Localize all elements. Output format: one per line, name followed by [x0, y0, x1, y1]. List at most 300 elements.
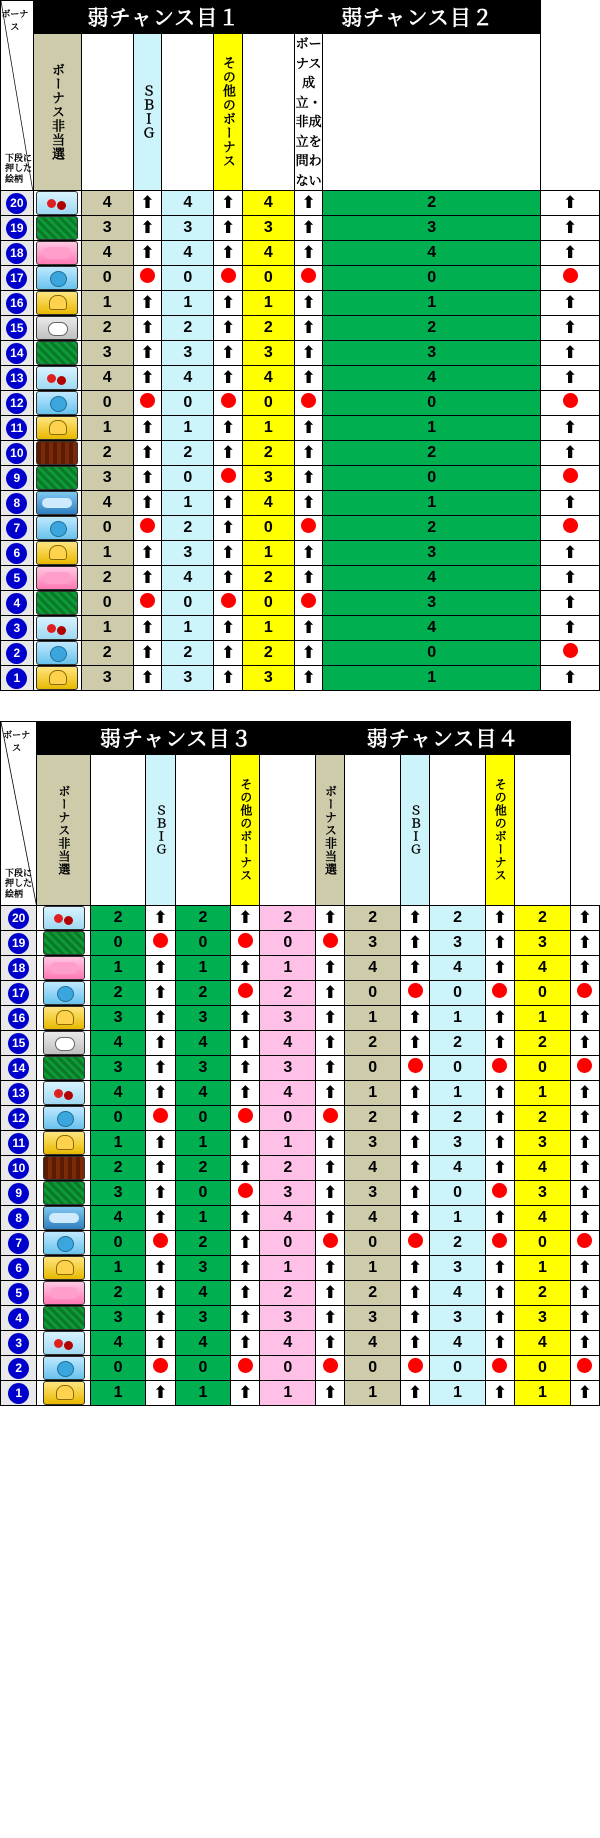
cell-no-bonus-4: 4: [345, 1331, 401, 1356]
cell-other-bonus: 4: [242, 191, 294, 216]
cell-other-bonus-3: 0: [260, 1231, 316, 1256]
cell-no-bonus-4: 2: [345, 1031, 401, 1056]
cell-other-bonus-4: 3: [515, 931, 571, 956]
arrow-up-icon: ⬆: [577, 1207, 593, 1227]
row-index: 10: [1, 1156, 37, 1181]
cell-other-bonus: 0: [242, 591, 294, 616]
arrow-up-icon: ⬆: [220, 617, 236, 637]
cell-no-bonus: 0: [81, 391, 133, 416]
cell-other-bonus: 1: [242, 541, 294, 566]
cell-no-bonus-4: 3: [345, 1131, 401, 1156]
cell-sbig-3: 2: [175, 1231, 231, 1256]
symbol-green-icon: [43, 1181, 85, 1205]
arrow-up-icon: ⬆: [153, 1307, 168, 1327]
mark-cell-other-bonus-4: [570, 906, 599, 931]
mark-other-bonus: [295, 566, 323, 591]
mark-cell-other-bonus-4: [570, 1356, 599, 1381]
arrow-up-icon: ⬆: [323, 1332, 338, 1352]
cell-sbig-3: 0: [175, 931, 231, 956]
cell-other-bonus-4: 4: [515, 1331, 571, 1356]
mark-cell-other-bonus-3: [316, 1281, 345, 1306]
row-index: 1: [1, 1381, 37, 1406]
cell-no-bonus-4: 3: [345, 931, 401, 956]
row-index: 8: [1, 1206, 37, 1231]
mark-any-bonus: [541, 466, 600, 491]
mark-cell-no-bonus-4: [401, 1131, 430, 1156]
arrow-up-icon: ⬆: [577, 1132, 593, 1152]
row-symbol: [33, 541, 81, 566]
red-dot-icon: [492, 1358, 507, 1373]
mark-cell-no-bonus-4: [401, 1206, 430, 1231]
arrow-up-icon: ⬆: [577, 1282, 593, 1302]
mark-cell-sbig-3: [231, 1006, 260, 1031]
arrow-up-icon: ⬆: [140, 192, 155, 212]
mark-cell-other-bonus-3: [316, 1031, 345, 1056]
mark-any-bonus: [541, 566, 600, 591]
mark-no-bonus: [133, 591, 161, 616]
row-index: 12: [1, 1106, 37, 1131]
mark-cell-other-bonus-3: [316, 1256, 345, 1281]
arrow-up-icon: ⬆: [140, 342, 155, 362]
mark-cell-sbig-3: [231, 1256, 260, 1281]
table-row: [1, 641, 600, 666]
row-index: 19: [1, 931, 37, 956]
header-spacer-d: [345, 755, 401, 906]
cell-sbig: 3: [162, 666, 214, 691]
cell-sbig: 4: [162, 191, 214, 216]
row-index: 7: [1, 1231, 37, 1256]
symbol-green-icon: [43, 1056, 85, 1080]
cell-sbig: 2: [162, 641, 214, 666]
row-symbol: [33, 316, 81, 341]
arrow-up-icon: ⬆: [153, 1082, 168, 1102]
cell-no-bonus-3: 1: [90, 956, 146, 981]
red-dot-icon: [323, 1108, 338, 1123]
row-index: 17: [1, 266, 34, 291]
mark-cell-other-bonus-4: [570, 1206, 599, 1231]
arrow-up-icon: ⬆: [301, 342, 316, 362]
mark-cell-no-bonus-3: [146, 956, 175, 981]
mark-cell-no-bonus-4: [401, 906, 430, 931]
cell-no-bonus-3: 0: [90, 931, 146, 956]
red-dot-icon: [238, 1358, 253, 1373]
mark-cell-other-bonus-4: [570, 1056, 599, 1081]
table-row: [1, 416, 600, 441]
mark-sbig: [214, 391, 242, 416]
arrow-up-icon: ⬆: [562, 492, 578, 512]
mark-cell-sbig-4: [485, 1156, 514, 1181]
symbol-cherry-icon: [36, 616, 78, 640]
cell-sbig-3: 2: [175, 1156, 231, 1181]
mark-sbig: [214, 366, 242, 391]
row-index: 6: [1, 1256, 37, 1281]
cell-other-bonus-4: 0: [515, 1056, 571, 1081]
arrow-up-icon: ⬆: [153, 1207, 168, 1227]
cell-no-bonus-3: 2: [90, 906, 146, 931]
symbol-cherry-icon: [36, 191, 78, 215]
symbol-cherry-icon: [43, 1331, 85, 1355]
row-symbol: [37, 1206, 90, 1231]
mark-cell-sbig-4: [485, 1056, 514, 1081]
arrow-up-icon: ⬆: [492, 1032, 508, 1052]
cell-no-bonus-3: 0: [90, 1356, 146, 1381]
row-symbol: [37, 1256, 90, 1281]
cell-other-bonus-3: 4: [260, 1206, 316, 1231]
red-dot-icon: [221, 593, 236, 608]
arrow-up-icon: ⬆: [238, 1207, 253, 1227]
mark-cell-sbig-3: [231, 1031, 260, 1056]
mark-sbig: [214, 266, 242, 291]
arrow-up-icon: ⬆: [220, 667, 236, 687]
mark-no-bonus: [133, 316, 161, 341]
red-dot-icon: [301, 393, 316, 408]
table-row: [1, 1231, 600, 1256]
cell-other-bonus: 0: [242, 391, 294, 416]
cell-other-bonus-4: 2: [515, 906, 571, 931]
red-dot-icon: [238, 1108, 253, 1123]
mark-no-bonus: [133, 616, 161, 641]
mark-cell-no-bonus-4: [401, 1081, 430, 1106]
red-dot-icon: [408, 1233, 423, 1248]
cell-any-bonus: 1: [323, 666, 541, 691]
header-spacer-b: [175, 755, 231, 906]
cell-no-bonus-4: 4: [345, 1206, 401, 1231]
cell-other-bonus-3: 3: [260, 1006, 316, 1031]
cell-other-bonus-4: 4: [515, 1206, 571, 1231]
red-dot-icon: [153, 1233, 168, 1248]
cell-sbig: 2: [162, 316, 214, 341]
table-row: [1, 391, 600, 416]
table-row: [1, 1356, 600, 1381]
arrow-up-icon: ⬆: [492, 1382, 508, 1402]
mark-cell-sbig-4: [485, 931, 514, 956]
arrow-up-icon: ⬆: [577, 1082, 593, 1102]
mark-sbig: [214, 291, 242, 316]
row-symbol: [33, 666, 81, 691]
row-symbol: [37, 1231, 90, 1256]
arrow-up-icon: ⬆: [562, 442, 578, 462]
row-index: 5: [1, 566, 34, 591]
arrow-up-icon: ⬆: [140, 567, 155, 587]
arrow-up-icon: ⬆: [492, 1157, 508, 1177]
cell-other-bonus-4: 3: [515, 1306, 571, 1331]
cell-no-bonus: 4: [81, 191, 133, 216]
header-sbig: ＳＢＩＧ: [133, 34, 161, 191]
table-row: [1, 366, 600, 391]
red-dot-icon: [577, 1233, 592, 1248]
cell-no-bonus-4: 4: [345, 1156, 401, 1181]
row-index: 12: [1, 391, 34, 416]
cell-sbig: 3: [162, 216, 214, 241]
arrow-up-icon: ⬆: [238, 1307, 253, 1327]
cell-sbig-3: 3: [175, 1006, 231, 1031]
arrow-up-icon: ⬆: [562, 667, 578, 687]
mark-cell-other-bonus-3: [316, 1331, 345, 1356]
mark-any-bonus: [541, 391, 600, 416]
mark-no-bonus: [133, 191, 161, 216]
header-no-bonus-4: ボーナス非当選: [316, 755, 345, 906]
arrow-up-icon: ⬆: [492, 1332, 508, 1352]
chance-table-1: [0, 0, 600, 691]
row-index: 1: [1, 666, 34, 691]
arrow-up-icon: ⬆: [301, 417, 316, 437]
arrow-up-icon: ⬆: [220, 367, 236, 387]
red-dot-icon: [563, 268, 578, 283]
row-symbol: [33, 566, 81, 591]
cell-other-bonus-4: 0: [515, 1356, 571, 1381]
cell-any-bonus: 4: [323, 366, 541, 391]
mark-other-bonus: [295, 316, 323, 341]
arrow-up-icon: ⬆: [220, 492, 236, 512]
arrow-up-icon: ⬆: [407, 1182, 423, 1202]
cell-no-bonus-3: 3: [90, 1181, 146, 1206]
cell-sbig-3: 1: [175, 1131, 231, 1156]
cell-no-bonus: 3: [81, 666, 133, 691]
row-symbol: [33, 216, 81, 241]
table-row: [1, 466, 600, 491]
arrow-up-icon: ⬆: [323, 1282, 338, 1302]
cell-other-bonus: 3: [242, 666, 294, 691]
red-dot-icon: [563, 393, 578, 408]
cell-any-bonus: 0: [323, 466, 541, 491]
arrow-up-icon: ⬆: [220, 317, 236, 337]
mark-cell-sbig-3: [231, 1181, 260, 1206]
arrow-up-icon: ⬆: [238, 1007, 253, 1027]
table-row: [1, 1006, 600, 1031]
arrow-up-icon: ⬆: [153, 1382, 168, 1402]
red-dot-icon: [301, 268, 316, 283]
table-row: [1, 616, 600, 641]
row-index: 6: [1, 541, 34, 566]
arrow-up-icon: ⬆: [238, 1257, 253, 1277]
cell-no-bonus: 1: [81, 541, 133, 566]
arrow-up-icon: ⬆: [577, 907, 593, 927]
cell-no-bonus-4: 0: [345, 1356, 401, 1381]
arrow-up-icon: ⬆: [577, 1157, 593, 1177]
cell-no-bonus: 4: [81, 366, 133, 391]
mark-cell-sbig-3: [231, 1331, 260, 1356]
cell-sbig-3: 2: [175, 981, 231, 1006]
arrow-up-icon: ⬆: [140, 467, 155, 487]
arrow-up-icon: ⬆: [562, 242, 578, 262]
arrow-up-icon: ⬆: [301, 642, 316, 662]
mark-cell-other-bonus-3: [316, 931, 345, 956]
arrow-up-icon: ⬆: [562, 342, 578, 362]
cell-other-bonus-3: 2: [260, 1156, 316, 1181]
mark-other-bonus: [295, 516, 323, 541]
table-row: [1, 216, 600, 241]
mark-cell-other-bonus-4: [570, 981, 599, 1006]
mark-cell-other-bonus-3: [316, 1131, 345, 1156]
arrow-up-icon: ⬆: [407, 1207, 423, 1227]
cell-sbig: 0: [162, 591, 214, 616]
red-dot-icon: [492, 1058, 507, 1073]
arrow-up-icon: ⬆: [407, 1082, 423, 1102]
cell-no-bonus-4: 3: [345, 1306, 401, 1331]
mark-cell-no-bonus-3: [146, 1331, 175, 1356]
arrow-up-icon: ⬆: [562, 567, 578, 587]
red-dot-icon: [221, 393, 236, 408]
mark-cell-no-bonus-3: [146, 1056, 175, 1081]
arrow-up-icon: ⬆: [153, 1332, 168, 1352]
cell-sbig: 1: [162, 491, 214, 516]
red-dot-icon: [221, 268, 236, 283]
mark-cell-no-bonus-3: [146, 1156, 175, 1181]
arrow-up-icon: ⬆: [220, 542, 236, 562]
arrow-up-icon: ⬆: [323, 957, 338, 977]
header-other-bonus-3: その他のボーナス: [231, 755, 260, 906]
row-index: 17: [1, 981, 37, 1006]
row-symbol: [37, 1156, 90, 1181]
arrow-up-icon: ⬆: [562, 592, 578, 612]
arrow-up-icon: ⬆: [220, 567, 236, 587]
table-row: [1, 1256, 600, 1281]
mark-no-bonus: [133, 441, 161, 466]
row-symbol: [33, 341, 81, 366]
symbol-water-icon: [43, 1356, 85, 1380]
cell-other-bonus-4: 0: [515, 1231, 571, 1256]
arrow-up-icon: ⬆: [153, 1182, 168, 1202]
cell-other-bonus: 3: [242, 341, 294, 366]
mark-any-bonus: [541, 216, 600, 241]
row-symbol: [33, 416, 81, 441]
cell-no-bonus: 2: [81, 316, 133, 341]
table-row: [1, 291, 600, 316]
cell-no-bonus-3: 4: [90, 1206, 146, 1231]
cell-any-bonus: 0: [323, 391, 541, 416]
mark-cell-sbig-3: [231, 931, 260, 956]
mark-cell-other-bonus-3: [316, 1181, 345, 1206]
mark-any-bonus: [541, 641, 600, 666]
arrow-up-icon: ⬆: [153, 1057, 168, 1077]
red-dot-icon: [221, 468, 236, 483]
cell-sbig-4: 1: [430, 1206, 486, 1231]
cell-no-bonus-4: 2: [345, 1106, 401, 1131]
row-index: 18: [1, 956, 37, 981]
cell-other-bonus: 2: [242, 441, 294, 466]
arrow-up-icon: ⬆: [220, 217, 236, 237]
header-sbig-3: ＳＢＩＧ: [146, 755, 175, 906]
arrow-up-icon: ⬆: [238, 1082, 253, 1102]
symbol-bell-icon: [43, 1131, 85, 1155]
arrow-up-icon: ⬆: [407, 1282, 423, 1302]
red-dot-icon: [140, 268, 155, 283]
mark-no-bonus: [133, 266, 161, 291]
arrow-up-icon: ⬆: [492, 957, 508, 977]
mark-sbig: [214, 441, 242, 466]
cell-other-bonus: 3: [242, 466, 294, 491]
arrow-up-icon: ⬆: [323, 1207, 338, 1227]
mark-cell-no-bonus-4: [401, 1031, 430, 1056]
mark-cell-sbig-3: [231, 1281, 260, 1306]
mark-cell-other-bonus-4: [570, 956, 599, 981]
row-index: 15: [1, 1031, 37, 1056]
mark-sbig: [214, 491, 242, 516]
mark-cell-no-bonus-3: [146, 1381, 175, 1406]
cell-any-bonus: 4: [323, 241, 541, 266]
arrow-up-icon: ⬆: [153, 1032, 168, 1052]
mark-no-bonus: [133, 291, 161, 316]
cell-other-bonus-3: 0: [260, 1356, 316, 1381]
cell-other-bonus-3: 2: [260, 1281, 316, 1306]
arrow-up-icon: ⬆: [238, 907, 253, 927]
cell-sbig-3: 4: [175, 1281, 231, 1306]
arrow-up-icon: ⬆: [562, 542, 578, 562]
table-row: [1, 341, 600, 366]
mark-any-bonus: [541, 541, 600, 566]
arrow-up-icon: ⬆: [577, 1007, 593, 1027]
cell-any-bonus: 0: [323, 266, 541, 291]
cell-any-bonus: 2: [323, 441, 541, 466]
mark-cell-no-bonus-4: [401, 1331, 430, 1356]
arrow-up-icon: ⬆: [323, 1032, 338, 1052]
corner-top-label: ボーナス: [3, 730, 31, 753]
cell-sbig-3: 4: [175, 1331, 231, 1356]
mark-cell-sbig-3: [231, 956, 260, 981]
red-dot-icon: [238, 983, 253, 998]
cell-sbig-3: 3: [175, 1056, 231, 1081]
header-other-bonus-4: その他のボーナス: [485, 755, 514, 906]
arrow-up-icon: ⬆: [577, 1382, 593, 1402]
mark-any-bonus: [541, 516, 600, 541]
mark-cell-no-bonus-3: [146, 1281, 175, 1306]
mark-cell-sbig-4: [485, 1381, 514, 1406]
row-index: 4: [1, 591, 34, 616]
arrow-up-icon: ⬆: [562, 317, 578, 337]
arrow-up-icon: ⬆: [323, 1132, 338, 1152]
row-index: 3: [1, 1331, 37, 1356]
corner-bottom-label: 下段に 押した絵柄: [5, 152, 33, 184]
mark-cell-sbig-3: [231, 1056, 260, 1081]
cell-other-bonus-3: 2: [260, 906, 316, 931]
cell-no-bonus-3: 4: [90, 1031, 146, 1056]
row-symbol: [33, 366, 81, 391]
table-row: [1, 1156, 600, 1181]
table-row: [1, 931, 600, 956]
arrow-up-icon: ⬆: [407, 1307, 423, 1327]
cell-other-bonus-4: 1: [515, 1006, 571, 1031]
cell-sbig-3: 0: [175, 1356, 231, 1381]
mark-any-bonus: [541, 441, 600, 466]
header-spacer-1: [81, 34, 133, 191]
mark-sbig: [214, 191, 242, 216]
symbol-water-icon: [36, 266, 78, 290]
mark-other-bonus: [295, 341, 323, 366]
symbol-green-icon: [36, 466, 78, 490]
arrow-up-icon: ⬆: [140, 492, 155, 512]
mark-cell-other-bonus-3: [316, 1156, 345, 1181]
row-index: 13: [1, 1081, 37, 1106]
arrow-up-icon: ⬆: [492, 1307, 508, 1327]
row-symbol: [37, 1356, 90, 1381]
mark-cell-no-bonus-4: [401, 1231, 430, 1256]
mark-cell-sbig-4: [485, 1331, 514, 1356]
mark-cell-other-bonus-3: [316, 981, 345, 1006]
cell-sbig-4: 4: [430, 1331, 486, 1356]
red-dot-icon: [301, 593, 316, 608]
arrow-up-icon: ⬆: [238, 1332, 253, 1352]
mark-any-bonus: [541, 491, 600, 516]
mark-cell-no-bonus-4: [401, 1106, 430, 1131]
mark-cell-no-bonus-3: [146, 1206, 175, 1231]
symbol-bell-icon: [36, 666, 78, 690]
arrow-up-icon: ⬆: [301, 542, 316, 562]
red-dot-icon: [238, 933, 253, 948]
arrow-up-icon: ⬆: [238, 1282, 253, 1302]
row-symbol: [33, 291, 81, 316]
cell-no-bonus-4: 2: [345, 906, 401, 931]
mark-cell-no-bonus-4: [401, 1156, 430, 1181]
